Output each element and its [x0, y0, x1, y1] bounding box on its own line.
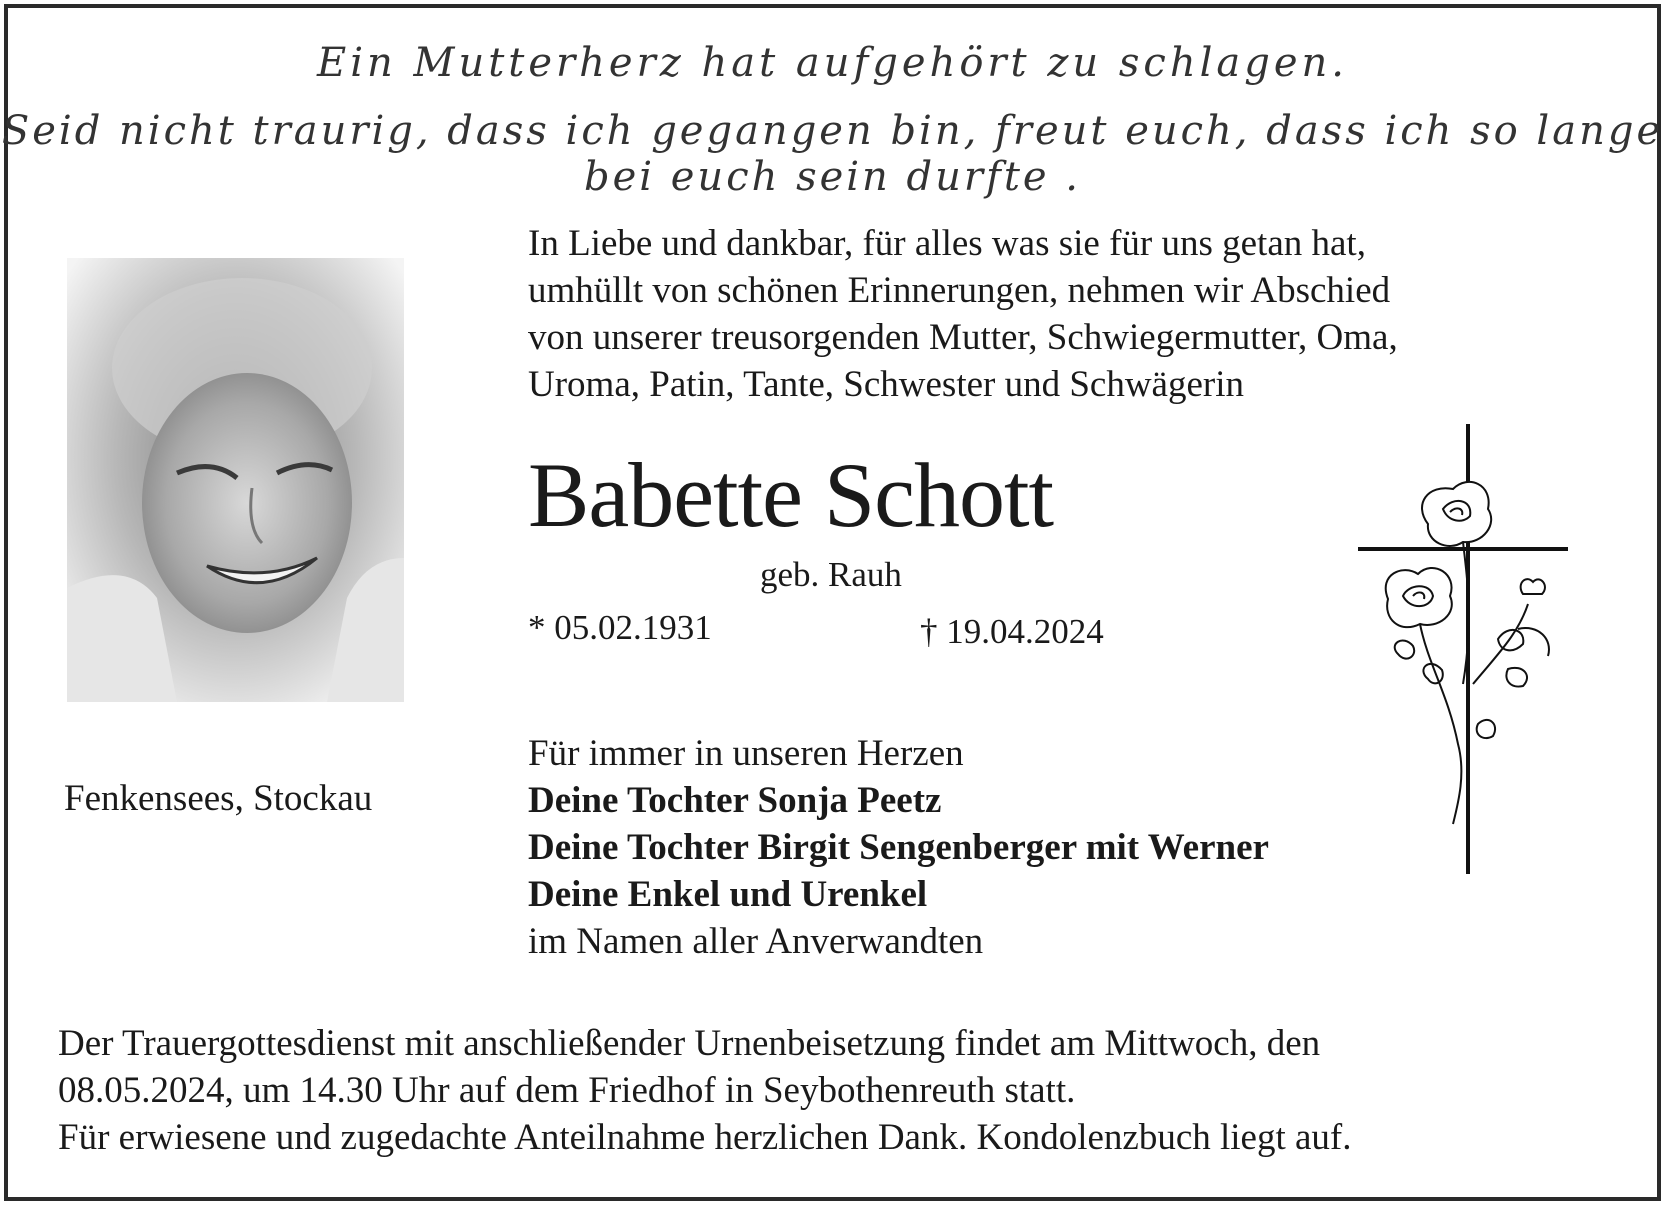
cross-with-roses-icon [1358, 424, 1578, 884]
signoff [528, 730, 1269, 965]
service-line: 08.05.2024, um 14.30 Uhr auf dem Friedhof in Seybothenreuth statt. [58, 1070, 1076, 1111]
intro-line: Uroma, Patin, Tante, Schwester und Schwägerin [528, 364, 1245, 405]
intro-text [528, 220, 1398, 408]
signoff-lead: Für immer in unseren Herzen [528, 733, 964, 774]
mourner-line: Deine Enkel und Urenkel [528, 874, 928, 915]
service-line: Für erwiesene und zugedachte Anteilnahme herzlichen Dank. Kondolenzbuch liegt auf. [58, 1117, 1352, 1158]
death-date: † 19.04.2024 [920, 612, 1104, 651]
service-notice [58, 1020, 1352, 1161]
portrait-photo [67, 258, 404, 702]
motto-line-1: Ein Mutterherz hat aufgehört zu schlagen. [317, 40, 1348, 86]
mourner-line: Deine Tochter Sonja Peetz [528, 780, 942, 821]
service-line: Der Trauergottesdienst mit anschließender Urnenbeisetzung findet am Mittwoch, den [58, 1023, 1321, 1064]
signoff-closing: im Namen aller Anverwandten [528, 921, 984, 962]
birth-name: geb. Rauh [760, 555, 902, 594]
birth-date: * 05.02.1931 [528, 608, 712, 647]
location: Fenkensees, Stockau [64, 778, 373, 819]
intro-line: von unserer treusorgenden Mutter, Schwiegermutter, Oma, [528, 317, 1398, 358]
intro-line: In Liebe und dankbar, für alles was sie für uns getan hat, [528, 223, 1366, 264]
intro-line: umhüllt von schönen Erinnerungen, nehmen wir Abschied [528, 270, 1391, 311]
mourner-line: Deine Tochter Birgit Sengenberger mit Werner [528, 827, 1269, 868]
deceased-name: Babette Schott [528, 444, 1054, 546]
motto-line-2: Seid nicht traurig, dass ich gegangen bin, freut euch, dass ich so lange bei euch sein durfte . [1, 108, 1664, 200]
